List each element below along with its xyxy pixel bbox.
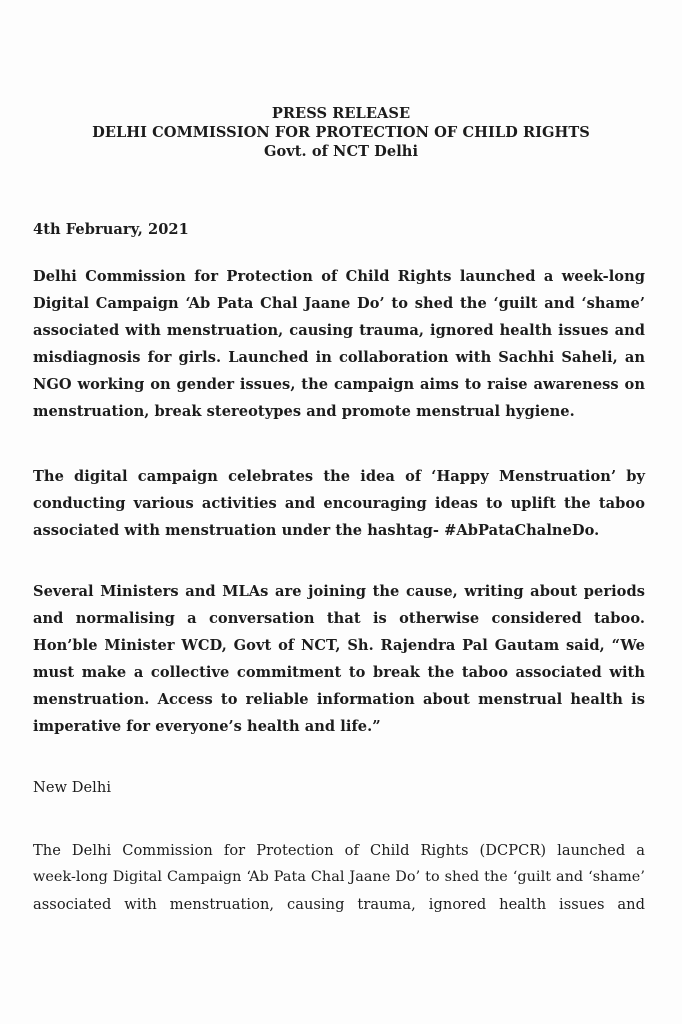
- paragraph-line: associated with menstruation, causing trauma, ignored health issues and: [33, 322, 645, 339]
- paragraph-line: associated with menstruation under the hashtag- #AbPataChalneDo.: [33, 522, 600, 539]
- paragraph-line: Digital Campaign ‘Ab Pata Chal Jaane Do’ to shed the ‘guilt and ‘shame’: [33, 295, 645, 312]
- paragraph-line: week-long Digital Campaign ‘Ab Pata Chal Jaane Do’ to shed the ‘guilt and ‘shame’: [33, 869, 645, 885]
- paragraph-line: NGO working on gender issues, the campaign aims to raise awareness on: [33, 376, 645, 393]
- release-date: 4th February, 2021: [33, 221, 189, 238]
- paragraph-campaign-launch: [33, 263, 645, 425]
- paragraph-line: conducting various activities and encouraging ideas to uplift the taboo: [33, 495, 645, 512]
- paragraph-line: The digital campaign celebrates the idea of ‘Happy Menstruation’ by: [33, 468, 645, 485]
- paragraph-line: menstruation, break stereotypes and promote menstrual hygiene.: [33, 403, 575, 420]
- heading-organization: DELHI COMMISSION FOR PROTECTION OF CHILD RIGHTS: [92, 124, 590, 141]
- paragraph-line: imperative for everyone’s health and life.”: [33, 718, 381, 735]
- paragraph-happy-menstruation: [33, 463, 645, 544]
- paragraph-dcpcr-launch: [33, 837, 645, 918]
- paragraph-line: Several Ministers and MLAs are joining the cause, writing about periods: [33, 583, 645, 600]
- paragraph-ministers: [33, 578, 645, 740]
- paragraph-line: misdiagnosis for girls. Launched in collaboration with Sachhi Saheli, an: [33, 349, 645, 366]
- dateline-city: New Delhi: [33, 779, 112, 796]
- paragraph-line: menstruation. Access to reliable information about menstrual health is: [33, 691, 645, 708]
- paragraph-line: and normalising a conversation that is otherwise considered taboo.: [33, 610, 645, 627]
- paragraph-line: associated with menstruation, causing trauma, ignored health issues and: [33, 896, 645, 913]
- paragraph-line: must make a collective commitment to break the taboo associated with: [33, 664, 645, 681]
- heading-government: Govt. of NCT Delhi: [263, 143, 419, 160]
- paragraph-line: The Delhi Commission for Protection of Child Rights (DCPCR) launched a: [33, 842, 645, 859]
- paragraph-line: Hon’ble Minister WCD, Govt of NCT, Sh. Rajendra Pal Gautam said, “We: [33, 637, 645, 654]
- paragraph-line: Delhi Commission for Protection of Child Rights launched a week-long: [33, 268, 645, 285]
- heading-press-release: PRESS RELEASE: [271, 105, 411, 122]
